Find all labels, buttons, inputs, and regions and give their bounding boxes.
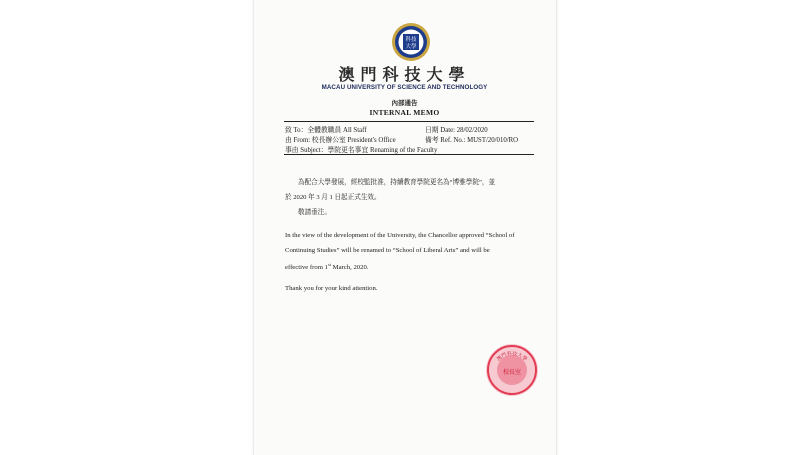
- body-en-line3-post: March, 2020.: [330, 264, 369, 272]
- body-en-line3-pre: effective from 1: [285, 264, 328, 272]
- logo-text-line2: 大學: [405, 44, 417, 50]
- body-zh-line2: 於 2020 年 3 月 1 日起正式生效。: [285, 194, 381, 201]
- university-name-en: MACAU UNIVERSITY OF SCIENCE AND TECHNOLOGY: [321, 84, 488, 91]
- header-ref: 備考 Ref. No.: MUST/20/010/RO: [425, 137, 519, 144]
- official-seal: [484, 342, 540, 398]
- body-en-line1: In the view of the development of the University, the Chancellor approved “School of: [285, 232, 515, 239]
- body-zh-line1: 為配合大學發展，經校監批准，持續教育學院更名為“博雅學院”，並: [298, 179, 496, 186]
- logo-text-line1: 科技: [405, 37, 417, 43]
- header-top-rule: [284, 121, 534, 122]
- memo-title-en: INTERNAL MEMO: [369, 108, 440, 117]
- memo-title-zh: 內部通告: [391, 100, 418, 107]
- body-zh-line3: 敬請垂注。: [298, 209, 331, 216]
- body-en-line2: Continuing Studies” will be renamed to “School of Liberal Arts” and will be: [285, 247, 490, 254]
- header-date: 日期 Date: 28/02/2020: [425, 127, 488, 134]
- header-to: 致 To：全體教職員 All Staff: [285, 127, 367, 134]
- body-en-line3-sup: st: [327, 262, 331, 267]
- header-from: 由 From: 校長辦公室 President's Office: [285, 137, 396, 144]
- body-en-thanks: Thank you for your kind attention.: [285, 285, 378, 292]
- university-logo: [391, 22, 431, 62]
- seal-text-top: 澳門科技大學: [495, 350, 529, 363]
- body-en-line3: [285, 262, 369, 271]
- header-bottom-rule: [284, 154, 534, 155]
- header-subject: 事由 Subject：學院更名事宜 Renaming of the Faculty: [285, 147, 438, 154]
- seal-text-mid: 校長室: [502, 369, 522, 376]
- university-name-zh: 澳門科技大學: [338, 65, 471, 84]
